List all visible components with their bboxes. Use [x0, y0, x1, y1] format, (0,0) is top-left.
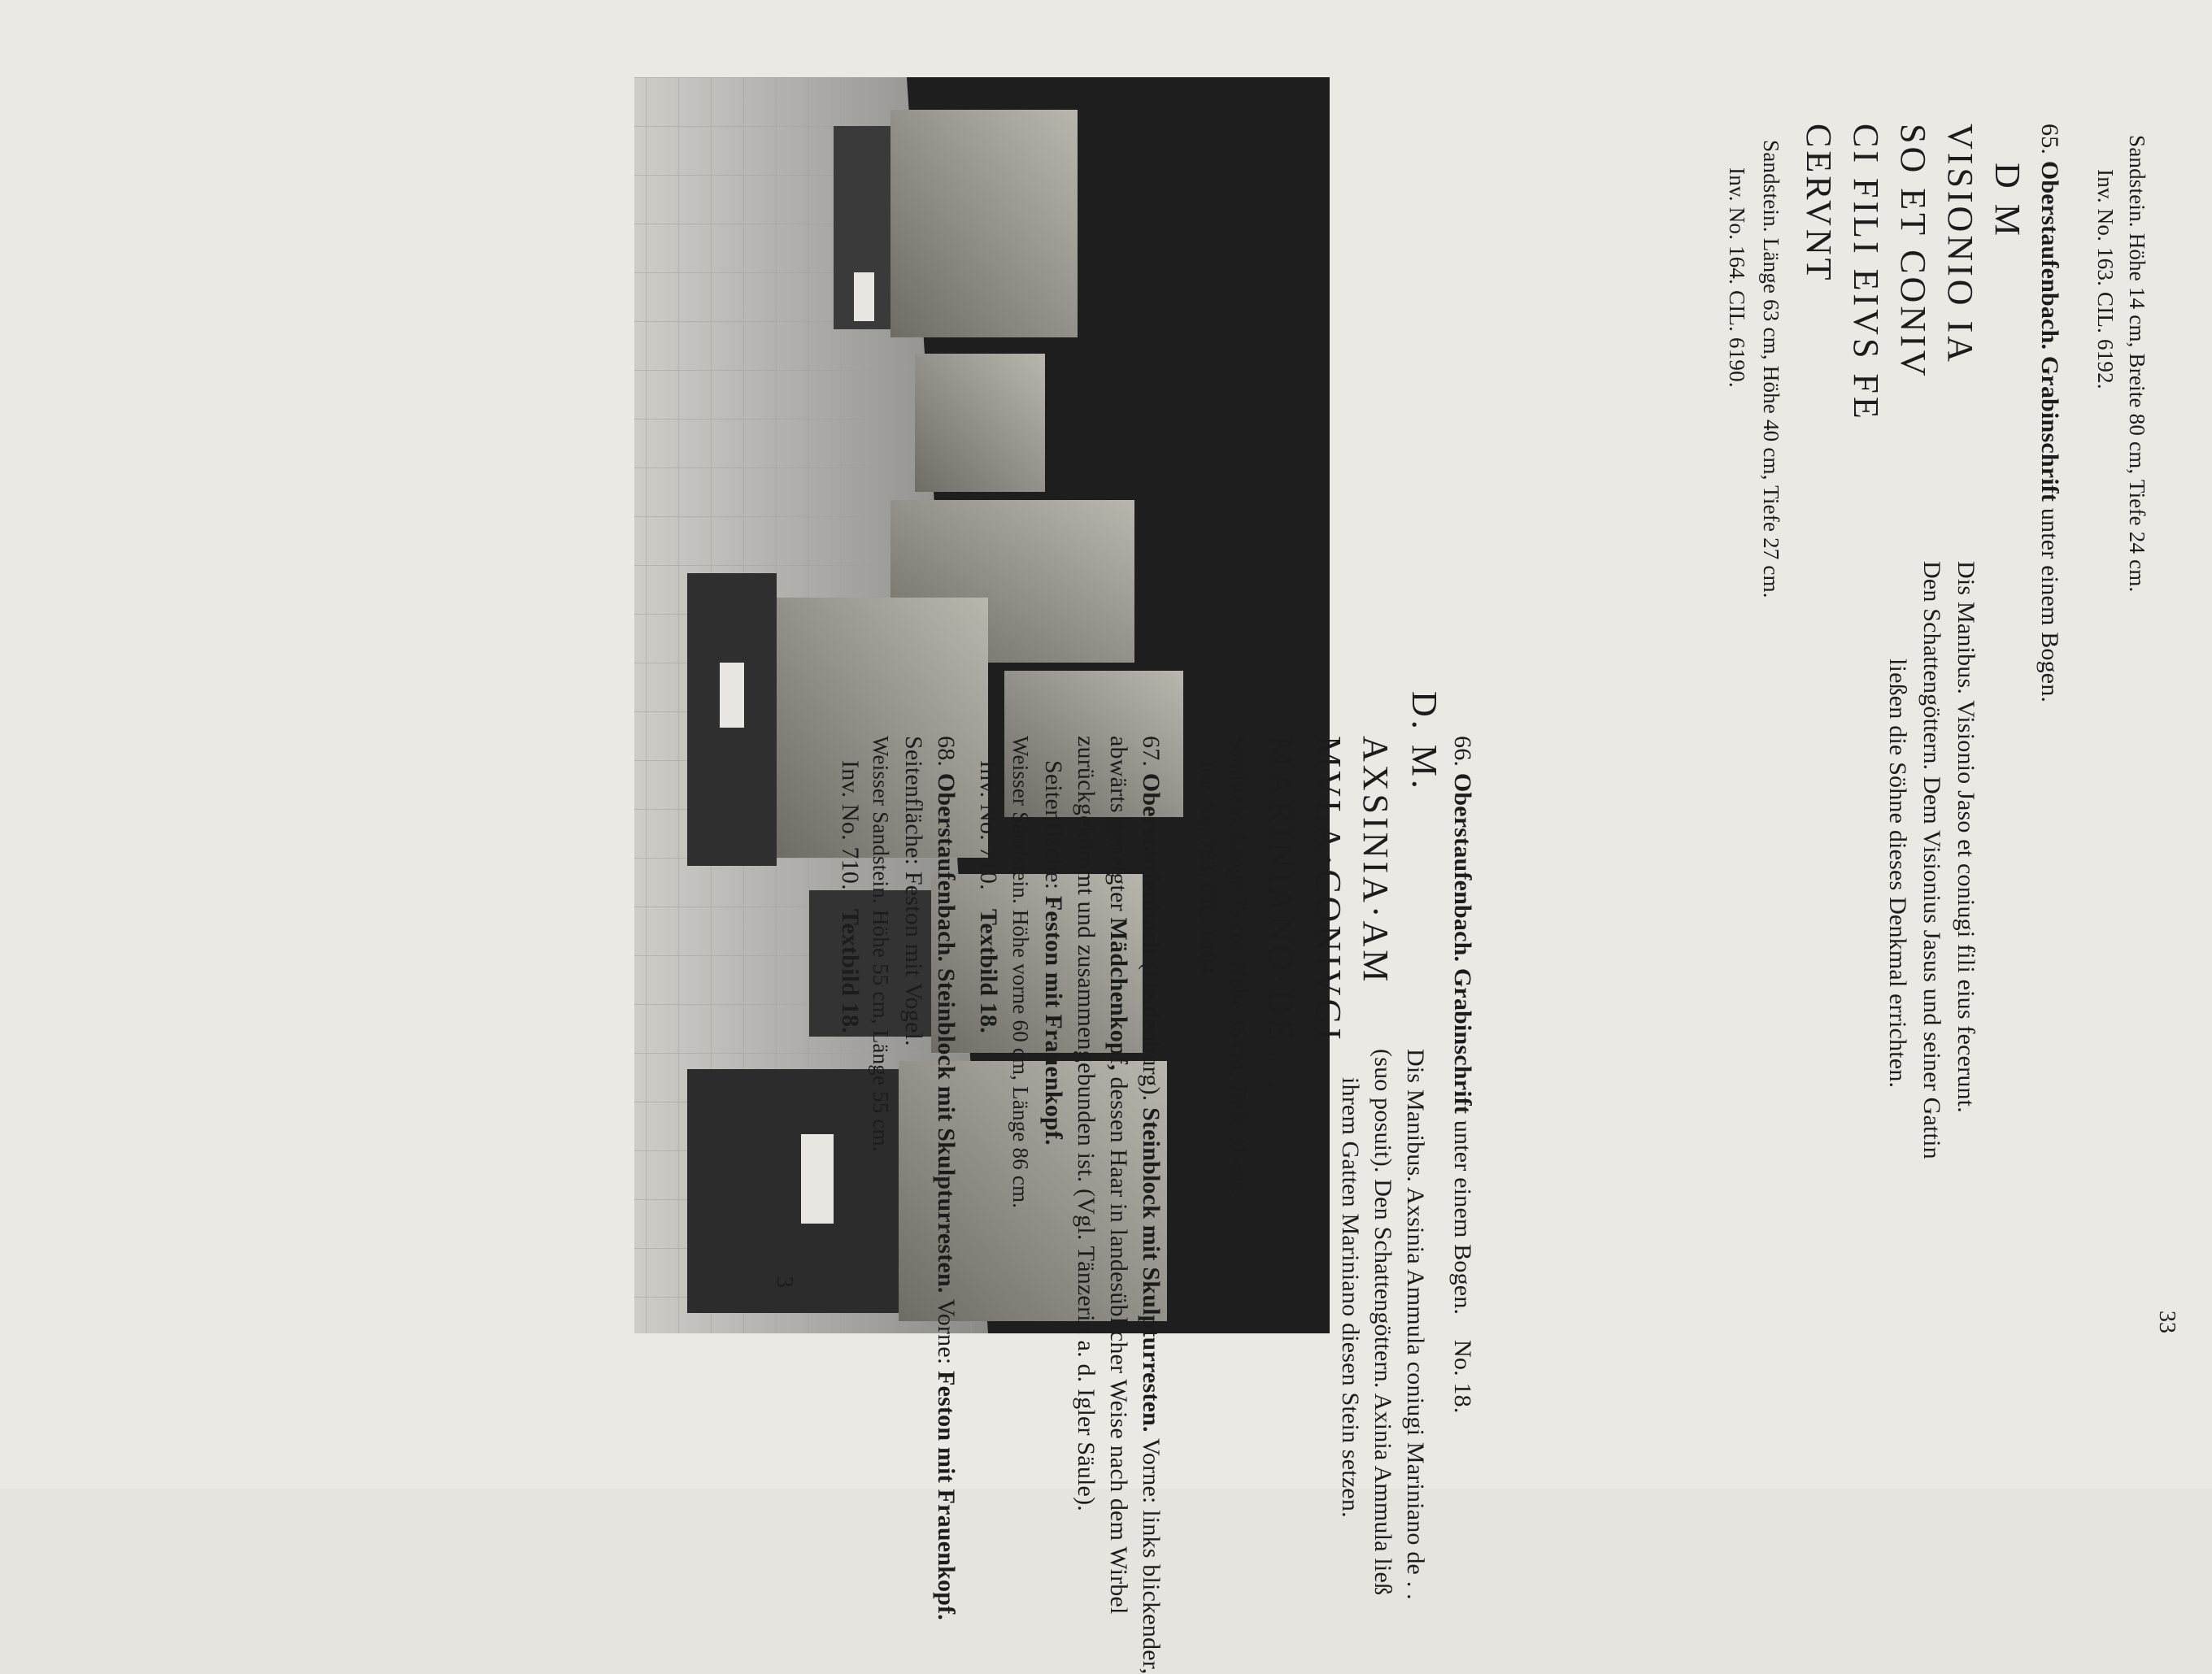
entry66-type: Grabinschrift	[1449, 967, 1476, 1115]
entry66-place: Oberstaufenbach.	[1449, 772, 1476, 963]
entry67-line-1	[1137, 736, 1165, 1674]
entry68-line-4	[836, 760, 864, 1033]
entry67-place-paren: (Heidenburg).	[1138, 962, 1165, 1102]
entry65-inscription-4: CI FILI EIVS FE	[1846, 124, 1886, 422]
entry67-line-2-b: Mädchenkopf,	[1105, 917, 1132, 1071]
entry65-inscription-3: SO ET CONIV	[1893, 124, 1933, 380]
entry67-line-1-rest: Vorne: links blickender,	[1138, 1437, 1165, 1674]
entry67-title: Steinblock mit Skulpturresten.	[1138, 1107, 1165, 1433]
entry68-number: 68.	[933, 736, 960, 767]
entry66-inscription-1: D. M.	[1404, 691, 1444, 792]
entry64-details-2: Inv. No. 163. CIL. 6192.	[2093, 169, 2118, 389]
entry65-number: 65.	[2036, 124, 2063, 155]
entry67-place: Oberstaufenbach	[1138, 772, 1165, 956]
entry66-type-rest: unter einem Bogen.	[1449, 1120, 1476, 1315]
entry66-details-2: Inv. No. 783. CIL. 6184.	[1195, 760, 1220, 980]
entry67-line-6	[974, 760, 1002, 1033]
entry66-translation-3: ihrem Gatten Mariniano diesen Stein setzen.	[1337, 1077, 1364, 1518]
entry68-line-1	[932, 736, 960, 1620]
entry65-inscription-5: CERVNT	[1799, 124, 1839, 284]
entry67-line-6-b: Textbild 18.	[975, 908, 1002, 1033]
entry65-inscription-2: VISIONIO IA	[1940, 124, 1980, 365]
entry68-line-2: Seitenfläche: Feston mit Vogel.	[900, 736, 927, 1046]
entry68-line-4-b: Textbild 18.	[837, 908, 864, 1033]
page-number-top: 33	[2154, 1311, 2179, 1333]
entry66-heading	[1448, 736, 1476, 1315]
entry66-photo-caption: No. 18.	[1449, 1340, 1476, 1414]
entry68-line-1-b: Feston mit Frauenkopf.	[933, 1371, 960, 1620]
entry68-line-1-a: Vorne:	[933, 1298, 960, 1365]
entry68-line-4-a: Inv. No. 710.	[837, 760, 864, 890]
entry67-line-4	[1039, 760, 1067, 1146]
entry64-details-1: Sandstein. Höhe 14 cm, Breite 80 cm, Tiefe 24 cm.	[2125, 135, 2149, 593]
entry67-line-3: zurückgekämmt und zusammengebunden ist. (Vgl. Tänzerin a. d. Igler Säule).	[1073, 736, 1099, 1511]
entry67-line-2-c: dessen Haar in landesüblicher Weise nach dem Wirbel	[1105, 1076, 1132, 1615]
entry68-place: Oberstaufenbach.	[933, 772, 960, 963]
entry68-title: Steinblock mit Skulpturresten.	[933, 967, 960, 1294]
photo-stone-2	[915, 354, 1045, 492]
entry65-translation-2: Den Schattengöttern. Dem Visionius Jasus und seiner Gattin	[1918, 561, 1945, 1159]
entry65-details-2: Inv. No. 164. CIL. 6190.	[1725, 167, 1749, 388]
entry67-number: 67.	[1138, 736, 1165, 767]
entry65-inscription-1: D M	[1988, 163, 2027, 239]
entry66-inscription-3: MVLA·CONIVGI	[1308, 736, 1348, 1043]
entry66-details-1: Sandstein. Länge 75 cm, Höhe 36 cm, Tiefe 31 cm.	[1226, 736, 1251, 1194]
entry66-inscription-4: MARINIANO·DE . .	[1261, 736, 1301, 1092]
entry67-line-2	[1104, 736, 1132, 1615]
photo-stone-1	[890, 110, 1078, 337]
entry65-type-rest: unter einem Bogen.	[2036, 507, 2063, 703]
entry67-line-4-a: Seitenfläche:	[1040, 760, 1067, 890]
entry65-heading	[2036, 124, 2063, 702]
page-number-bottom: 3	[772, 1276, 797, 1288]
entry65-details-1: Sandstein. Länge 63 cm, Höhe 40 cm, Tiefe 27 cm.	[1759, 140, 1783, 598]
entry67-line-4-b: Feston mit Frauenkopf.	[1040, 895, 1067, 1146]
entry66-inscription-2: AXSINIA·AM	[1356, 736, 1396, 985]
entry67-line-2-a: abwärts geneigter	[1105, 736, 1132, 911]
entry67-line-6-a: Inv. No. 710.	[975, 760, 1002, 890]
entry65-place: Oberstaufenbach.	[2036, 160, 2063, 350]
entry68-line-3: Weisser Sandstein. Höhe 55 cm, Länge 55 cm.	[869, 736, 893, 1152]
entry66-translation-1: Dis Manibus. Axsinia Ammula coniugi Mariniano de . .	[1402, 1049, 1429, 1600]
entry66-number: 66.	[1449, 736, 1476, 767]
entry65-translation-1: Dis Manibus. Visionio Jaso et coniugi fili eius fecerunt.	[1953, 561, 1979, 1113]
entry65-translation-3: ließen die Söhne dieses Denkmal errichten.	[1884, 659, 1911, 1089]
entry66-translation-2: (suo posuit). Den Schattengöttern. Axinia Ammula ließ	[1369, 1049, 1396, 1596]
entry67-line-5: Weisser Sandstein. Höhe vorne 60 cm, Länge 86 cm.	[1008, 736, 1033, 1209]
entry65-type: Grabinschrift	[2036, 355, 2063, 502]
